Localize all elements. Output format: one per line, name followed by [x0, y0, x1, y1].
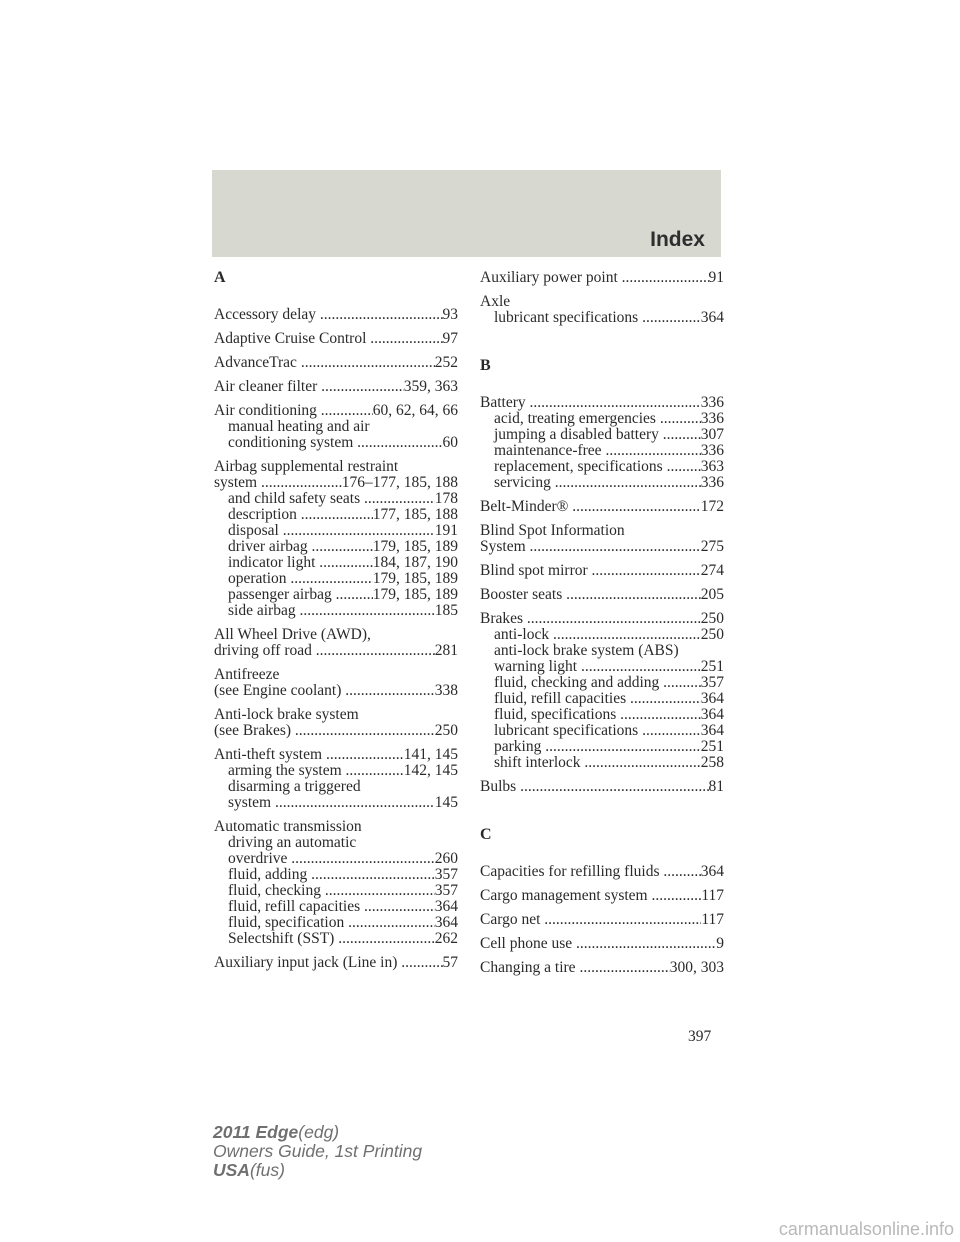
index-entry — [480, 294, 724, 326]
entry-term: parking — [494, 739, 546, 755]
index-subentry-line — [214, 419, 458, 435]
entry-term: Adaptive Cruise Control — [214, 331, 371, 347]
dot-leader — [370, 331, 442, 347]
index-subentry-line — [214, 555, 458, 571]
index-entry — [480, 864, 724, 880]
dot-leader — [401, 955, 442, 971]
entry-term: disarming a triggered — [228, 779, 361, 795]
entry-term: disposal — [228, 523, 283, 539]
index-entry — [214, 667, 458, 699]
entry-page-refs: 357 — [434, 867, 458, 883]
entry-term: servicing — [494, 475, 555, 491]
footer-market: USA — [213, 1160, 250, 1180]
dot-leader — [345, 683, 434, 699]
index-subentry-line — [214, 835, 458, 851]
index-subentry-line — [480, 310, 724, 326]
index-subentry-line — [214, 435, 458, 451]
index-entry-line — [214, 403, 458, 419]
index-entry-line — [480, 888, 724, 904]
entry-term: (see Brakes) — [214, 723, 295, 739]
entry-page-refs: 93 — [442, 307, 458, 323]
dot-leader — [520, 779, 708, 795]
index-entry-line — [214, 627, 458, 643]
index-subentry-line — [480, 475, 724, 491]
dot-leader — [579, 960, 669, 976]
index-entry-line — [214, 379, 458, 395]
entry-term: AdvanceTrac — [214, 355, 301, 371]
entry-term: fluid, adding — [228, 867, 312, 883]
footer-imprint — [213, 1123, 422, 1180]
letter-spacer — [480, 334, 724, 358]
entry-term: arming the system — [228, 763, 346, 779]
dot-leader — [364, 899, 435, 915]
dot-leader — [357, 435, 442, 451]
entry-term: Anti-lock brake system — [214, 707, 359, 723]
page-number: 397 — [688, 1028, 712, 1045]
letter-spacer — [480, 803, 724, 827]
dot-leader — [312, 539, 373, 555]
entry-term: system — [214, 475, 261, 491]
entry-term: Capacities for refilling fluids — [480, 864, 664, 880]
index-entry-line — [214, 643, 458, 659]
entry-page-refs: 91 — [708, 270, 724, 286]
dot-leader — [290, 571, 372, 587]
entry-page-refs: 336 — [700, 411, 724, 427]
dot-leader — [663, 864, 700, 880]
dot-leader — [651, 888, 701, 904]
index-subentry-line — [214, 603, 458, 619]
index-entry-line — [214, 955, 458, 971]
entry-page-refs: 57 — [442, 955, 458, 971]
entry-term: shift interlock — [494, 755, 585, 771]
index-entry — [214, 331, 458, 347]
index-subentry-line — [480, 627, 724, 643]
index-entry-line — [214, 307, 458, 323]
section-letter: C — [480, 826, 492, 843]
entry-page-refs: 60 — [442, 435, 458, 451]
entry-term: Brakes — [480, 611, 527, 627]
dot-leader — [584, 755, 700, 771]
entry-page-refs: 364 — [700, 310, 724, 326]
index-entry — [480, 523, 724, 555]
entry-term: Cell phone use — [480, 936, 576, 952]
index-entry-line — [480, 960, 724, 976]
entry-page-refs: 117 — [701, 888, 724, 904]
index-entry-line — [480, 270, 724, 286]
entry-page-refs: 97 — [442, 331, 458, 347]
dot-leader — [301, 355, 435, 371]
index-entry — [480, 611, 724, 771]
entry-page-refs: 359, 363 — [403, 379, 458, 395]
index-subentry-line — [214, 779, 458, 795]
dot-leader — [530, 395, 701, 411]
entry-term: driving off road — [214, 643, 316, 659]
index-entry-line — [480, 779, 724, 795]
entry-page-refs: 9 — [716, 936, 724, 952]
index-entry — [214, 403, 458, 451]
entry-term: Auxiliary power point — [480, 270, 622, 286]
entry-term: System — [480, 539, 530, 555]
index-entry-line — [480, 587, 724, 603]
index-subentry-line — [480, 459, 724, 475]
dot-leader — [283, 523, 435, 539]
index-entry-line — [214, 459, 458, 475]
index-entry-line — [480, 499, 724, 515]
index-entry — [214, 379, 458, 395]
dot-leader — [576, 936, 716, 952]
entry-page-refs: 363 — [700, 459, 724, 475]
entry-page-refs: 60, 62, 64, 66 — [372, 403, 458, 419]
entry-term: manual heating and air — [228, 419, 370, 435]
entry-term: Cargo net — [480, 912, 545, 928]
index-entry-line — [480, 395, 724, 411]
entry-term: fluid, refill capacities — [228, 899, 364, 915]
entry-page-refs: 364 — [434, 915, 458, 931]
index-subentry-line — [214, 795, 458, 811]
dot-leader — [620, 707, 701, 723]
dot-leader — [275, 795, 435, 811]
entry-page-refs: 177, 185, 188 — [372, 507, 458, 523]
entry-term: Cargo management system — [480, 888, 652, 904]
dot-leader — [299, 603, 434, 619]
footer-model-code: (edg) — [298, 1122, 340, 1142]
index-subentry-line — [480, 643, 724, 659]
entry-page-refs: 81 — [708, 779, 724, 795]
entry-term: Air conditioning — [214, 403, 321, 419]
dot-leader — [581, 659, 701, 675]
index-subentry-line — [214, 931, 458, 947]
letter-spacer — [214, 286, 458, 307]
entry-page-refs: 300, 303 — [669, 960, 724, 976]
index-subentry-line — [480, 755, 724, 771]
dot-leader — [311, 867, 435, 883]
index-subentry-line — [480, 659, 724, 675]
index-entry-line — [214, 747, 458, 763]
entry-term: description — [228, 507, 301, 523]
footer-model: 2011 Edge — [213, 1122, 299, 1142]
dot-leader — [572, 499, 700, 515]
entry-page-refs: 275 — [700, 539, 724, 555]
entry-page-refs: 364 — [434, 899, 458, 915]
entry-term: Belt-Minder® — [480, 499, 573, 515]
entry-page-refs: 338 — [434, 683, 458, 699]
dot-leader — [348, 915, 435, 931]
entry-page-refs: 364 — [700, 691, 724, 707]
dot-leader — [336, 587, 373, 603]
index-subentry-line — [480, 443, 724, 459]
index-subentry-line — [214, 851, 458, 867]
index-entry-line — [480, 294, 724, 310]
index-subentry-line — [480, 707, 724, 723]
entry-page-refs: 357 — [434, 883, 458, 899]
dot-leader — [605, 443, 700, 459]
index-entry-line — [214, 683, 458, 699]
letter-spacer — [480, 843, 724, 864]
dot-leader — [301, 507, 373, 523]
index-entry — [480, 395, 724, 491]
entry-term: anti-lock — [494, 627, 553, 643]
index-entry-line — [214, 331, 458, 347]
entry-term: Accessory delay — [214, 307, 320, 323]
index-entry — [480, 270, 724, 286]
entry-page-refs: 250 — [700, 627, 724, 643]
index-entry-line — [480, 563, 724, 579]
index-subentry-line — [214, 899, 458, 915]
dot-leader — [553, 627, 701, 643]
index-subentry-line — [214, 587, 458, 603]
entry-page-refs: 172 — [700, 499, 724, 515]
entry-term: Airbag supplemental restraint — [214, 459, 399, 475]
index-entry-line — [214, 707, 458, 723]
entry-term: indicator light — [228, 555, 320, 571]
entry-term: Bulbs — [480, 779, 521, 795]
entry-term: and child safety seats — [228, 491, 365, 507]
index-entry — [214, 707, 458, 739]
dot-leader — [642, 310, 701, 326]
dot-leader — [544, 912, 701, 928]
index-subentry-line — [480, 675, 724, 691]
footer-market-code: (fus) — [249, 1160, 285, 1180]
entry-term: Selectshift (SST) — [228, 931, 339, 947]
index-entry-line — [480, 936, 724, 952]
dot-leader — [545, 739, 701, 755]
entry-page-refs: 251 — [700, 659, 724, 675]
index-entry-line — [480, 523, 724, 539]
entry-term: overdrive — [228, 851, 292, 867]
entry-term: replacement, specifications — [494, 459, 667, 475]
dot-leader — [321, 403, 373, 419]
index-subentry-line — [214, 523, 458, 539]
entry-term: Blind spot mirror — [480, 563, 592, 579]
index-subentry-line — [214, 491, 458, 507]
index-entry-line — [480, 539, 724, 555]
entry-term: anti-lock brake system (ABS) — [494, 643, 679, 659]
entry-term: system — [228, 795, 275, 811]
dot-leader — [630, 691, 701, 707]
dot-leader — [319, 555, 372, 571]
entry-term: fluid, checking and adding — [494, 675, 664, 691]
section-letter: B — [480, 357, 491, 374]
entry-term: driver airbag — [228, 539, 312, 555]
entry-page-refs: 178 — [434, 491, 458, 507]
entry-page-refs: 336 — [700, 475, 724, 491]
dot-leader — [663, 675, 701, 691]
entry-term: fluid, refill capacities — [494, 691, 630, 707]
entry-term: conditioning system — [228, 435, 358, 451]
entry-page-refs: 145 — [434, 795, 458, 811]
index-entry — [480, 936, 724, 952]
entry-page-refs: 364 — [700, 723, 724, 739]
entry-page-refs: 176–177, 185, 188 — [341, 475, 458, 491]
index-entry — [214, 307, 458, 323]
entry-term: fluid, specifications — [494, 707, 621, 723]
index-subentry-line — [214, 763, 458, 779]
dot-leader — [364, 491, 435, 507]
index-entry — [480, 499, 724, 515]
entry-page-refs: 357 — [700, 675, 724, 691]
index-entry — [214, 747, 458, 811]
index-entry — [480, 779, 724, 795]
index-entry-line — [214, 475, 458, 491]
entry-term: fluid, specification — [228, 915, 349, 931]
entry-page-refs: 336 — [700, 395, 724, 411]
entry-page-refs: 142, 145 — [403, 763, 458, 779]
entry-page-refs: 205 — [700, 587, 724, 603]
index-subentry-line — [214, 539, 458, 555]
dot-leader — [667, 459, 701, 475]
entry-term: side airbag — [228, 603, 300, 619]
dot-leader — [326, 747, 404, 763]
entry-term: Anti-theft system — [214, 747, 326, 763]
index-subentry-line — [214, 883, 458, 899]
dot-leader — [555, 475, 701, 491]
index-column-left — [214, 270, 458, 979]
index-subentry-line — [480, 739, 724, 755]
index-subentry-line — [214, 867, 458, 883]
entry-term: Booster seats — [480, 587, 567, 603]
dot-leader — [346, 763, 404, 779]
entry-term: jumping a disabled battery — [494, 427, 663, 443]
entry-term: Battery — [480, 395, 530, 411]
dot-leader — [316, 643, 435, 659]
index-entry — [214, 955, 458, 971]
dot-leader — [261, 475, 342, 491]
index-entry — [214, 355, 458, 371]
entry-page-refs: 179, 185, 189 — [372, 571, 458, 587]
entry-page-refs: 184, 187, 190 — [372, 555, 458, 571]
dot-leader — [566, 587, 701, 603]
entry-page-refs: 258 — [700, 755, 724, 771]
entry-term: lubricant specifications — [494, 723, 643, 739]
index-subentry-line — [214, 571, 458, 587]
index-entry — [214, 627, 458, 659]
dot-leader — [291, 851, 434, 867]
entry-page-refs: 364 — [700, 707, 724, 723]
index-entry — [480, 888, 724, 904]
index-entry — [214, 819, 458, 947]
entry-term: Air cleaner filter — [214, 379, 322, 395]
entry-page-refs: 250 — [434, 723, 458, 739]
index-subentry-line — [214, 507, 458, 523]
entry-term: Antifreeze — [214, 667, 280, 683]
index-column-right — [480, 270, 724, 984]
entry-term: fluid, checking — [228, 883, 325, 899]
entry-page-refs: 250 — [700, 611, 724, 627]
index-entry-line — [480, 611, 724, 627]
dot-leader — [527, 611, 701, 627]
index-entry-line — [214, 819, 458, 835]
entry-term: maintenance-free — [494, 443, 606, 459]
entry-term: Axle — [480, 294, 511, 310]
entry-page-refs: 179, 185, 189 — [372, 539, 458, 555]
entry-term: Automatic transmission — [214, 819, 362, 835]
index-entry — [480, 587, 724, 603]
dot-leader — [642, 723, 701, 739]
index-subentry-line — [214, 915, 458, 931]
entry-page-refs: 364 — [700, 864, 724, 880]
section-letter: A — [214, 269, 226, 286]
index-subentry-line — [480, 411, 724, 427]
index-entry — [214, 459, 458, 619]
index-subentry-line — [480, 427, 724, 443]
index-entry-line — [214, 667, 458, 683]
dot-leader — [321, 379, 404, 395]
entry-term: (see Engine coolant) — [214, 683, 346, 699]
entry-term: warning light — [494, 659, 581, 675]
index-subentry-line — [480, 691, 724, 707]
footer-edition: Owners Guide, 1st Printing — [213, 1141, 423, 1161]
entry-page-refs: 179, 185, 189 — [372, 587, 458, 603]
entry-term: Blind Spot Information — [480, 523, 625, 539]
dot-leader — [530, 539, 701, 555]
entry-term: lubricant specifications — [494, 310, 643, 326]
index-entry-line — [480, 864, 724, 880]
entry-term: driving an automatic — [228, 835, 357, 851]
index-entry — [480, 960, 724, 976]
entry-page-refs: 336 — [700, 443, 724, 459]
index-title: Index — [650, 228, 705, 251]
dot-leader — [325, 883, 435, 899]
entry-term: Auxiliary input jack (Line in) — [214, 955, 402, 971]
entry-term: acid, treating emergencies — [494, 411, 660, 427]
entry-page-refs: 191 — [434, 523, 458, 539]
entry-term: operation — [228, 571, 291, 587]
entry-page-refs: 307 — [700, 427, 724, 443]
index-entry — [480, 912, 724, 928]
dot-leader — [622, 270, 709, 286]
index-entry — [480, 563, 724, 579]
entry-page-refs: 251 — [700, 739, 724, 755]
entry-page-refs: 274 — [700, 563, 724, 579]
dot-leader — [338, 931, 435, 947]
index-entry-line — [480, 912, 724, 928]
entry-page-refs: 262 — [434, 931, 458, 947]
entry-page-refs: 281 — [434, 643, 458, 659]
entry-page-refs: 117 — [701, 912, 724, 928]
dot-leader — [320, 307, 443, 323]
entry-page-refs: 141, 145 — [403, 747, 458, 763]
index-entry-line — [214, 355, 458, 371]
watermark-text: carmanualsonline.info — [778, 1219, 954, 1239]
entry-term: Changing a tire — [480, 960, 580, 976]
index-entry-line — [214, 723, 458, 739]
entry-term: All Wheel Drive (AWD), — [214, 627, 371, 643]
index-header-band — [212, 170, 721, 257]
dot-leader — [663, 427, 701, 443]
dot-leader — [592, 563, 701, 579]
dot-leader — [295, 723, 435, 739]
dot-leader — [660, 411, 701, 427]
index-subentry-line — [480, 723, 724, 739]
letter-spacer — [480, 374, 724, 395]
entry-term: passenger airbag — [228, 587, 336, 603]
entry-page-refs: 260 — [434, 851, 458, 867]
entry-page-refs: 252 — [434, 355, 458, 371]
entry-page-refs: 185 — [434, 603, 458, 619]
